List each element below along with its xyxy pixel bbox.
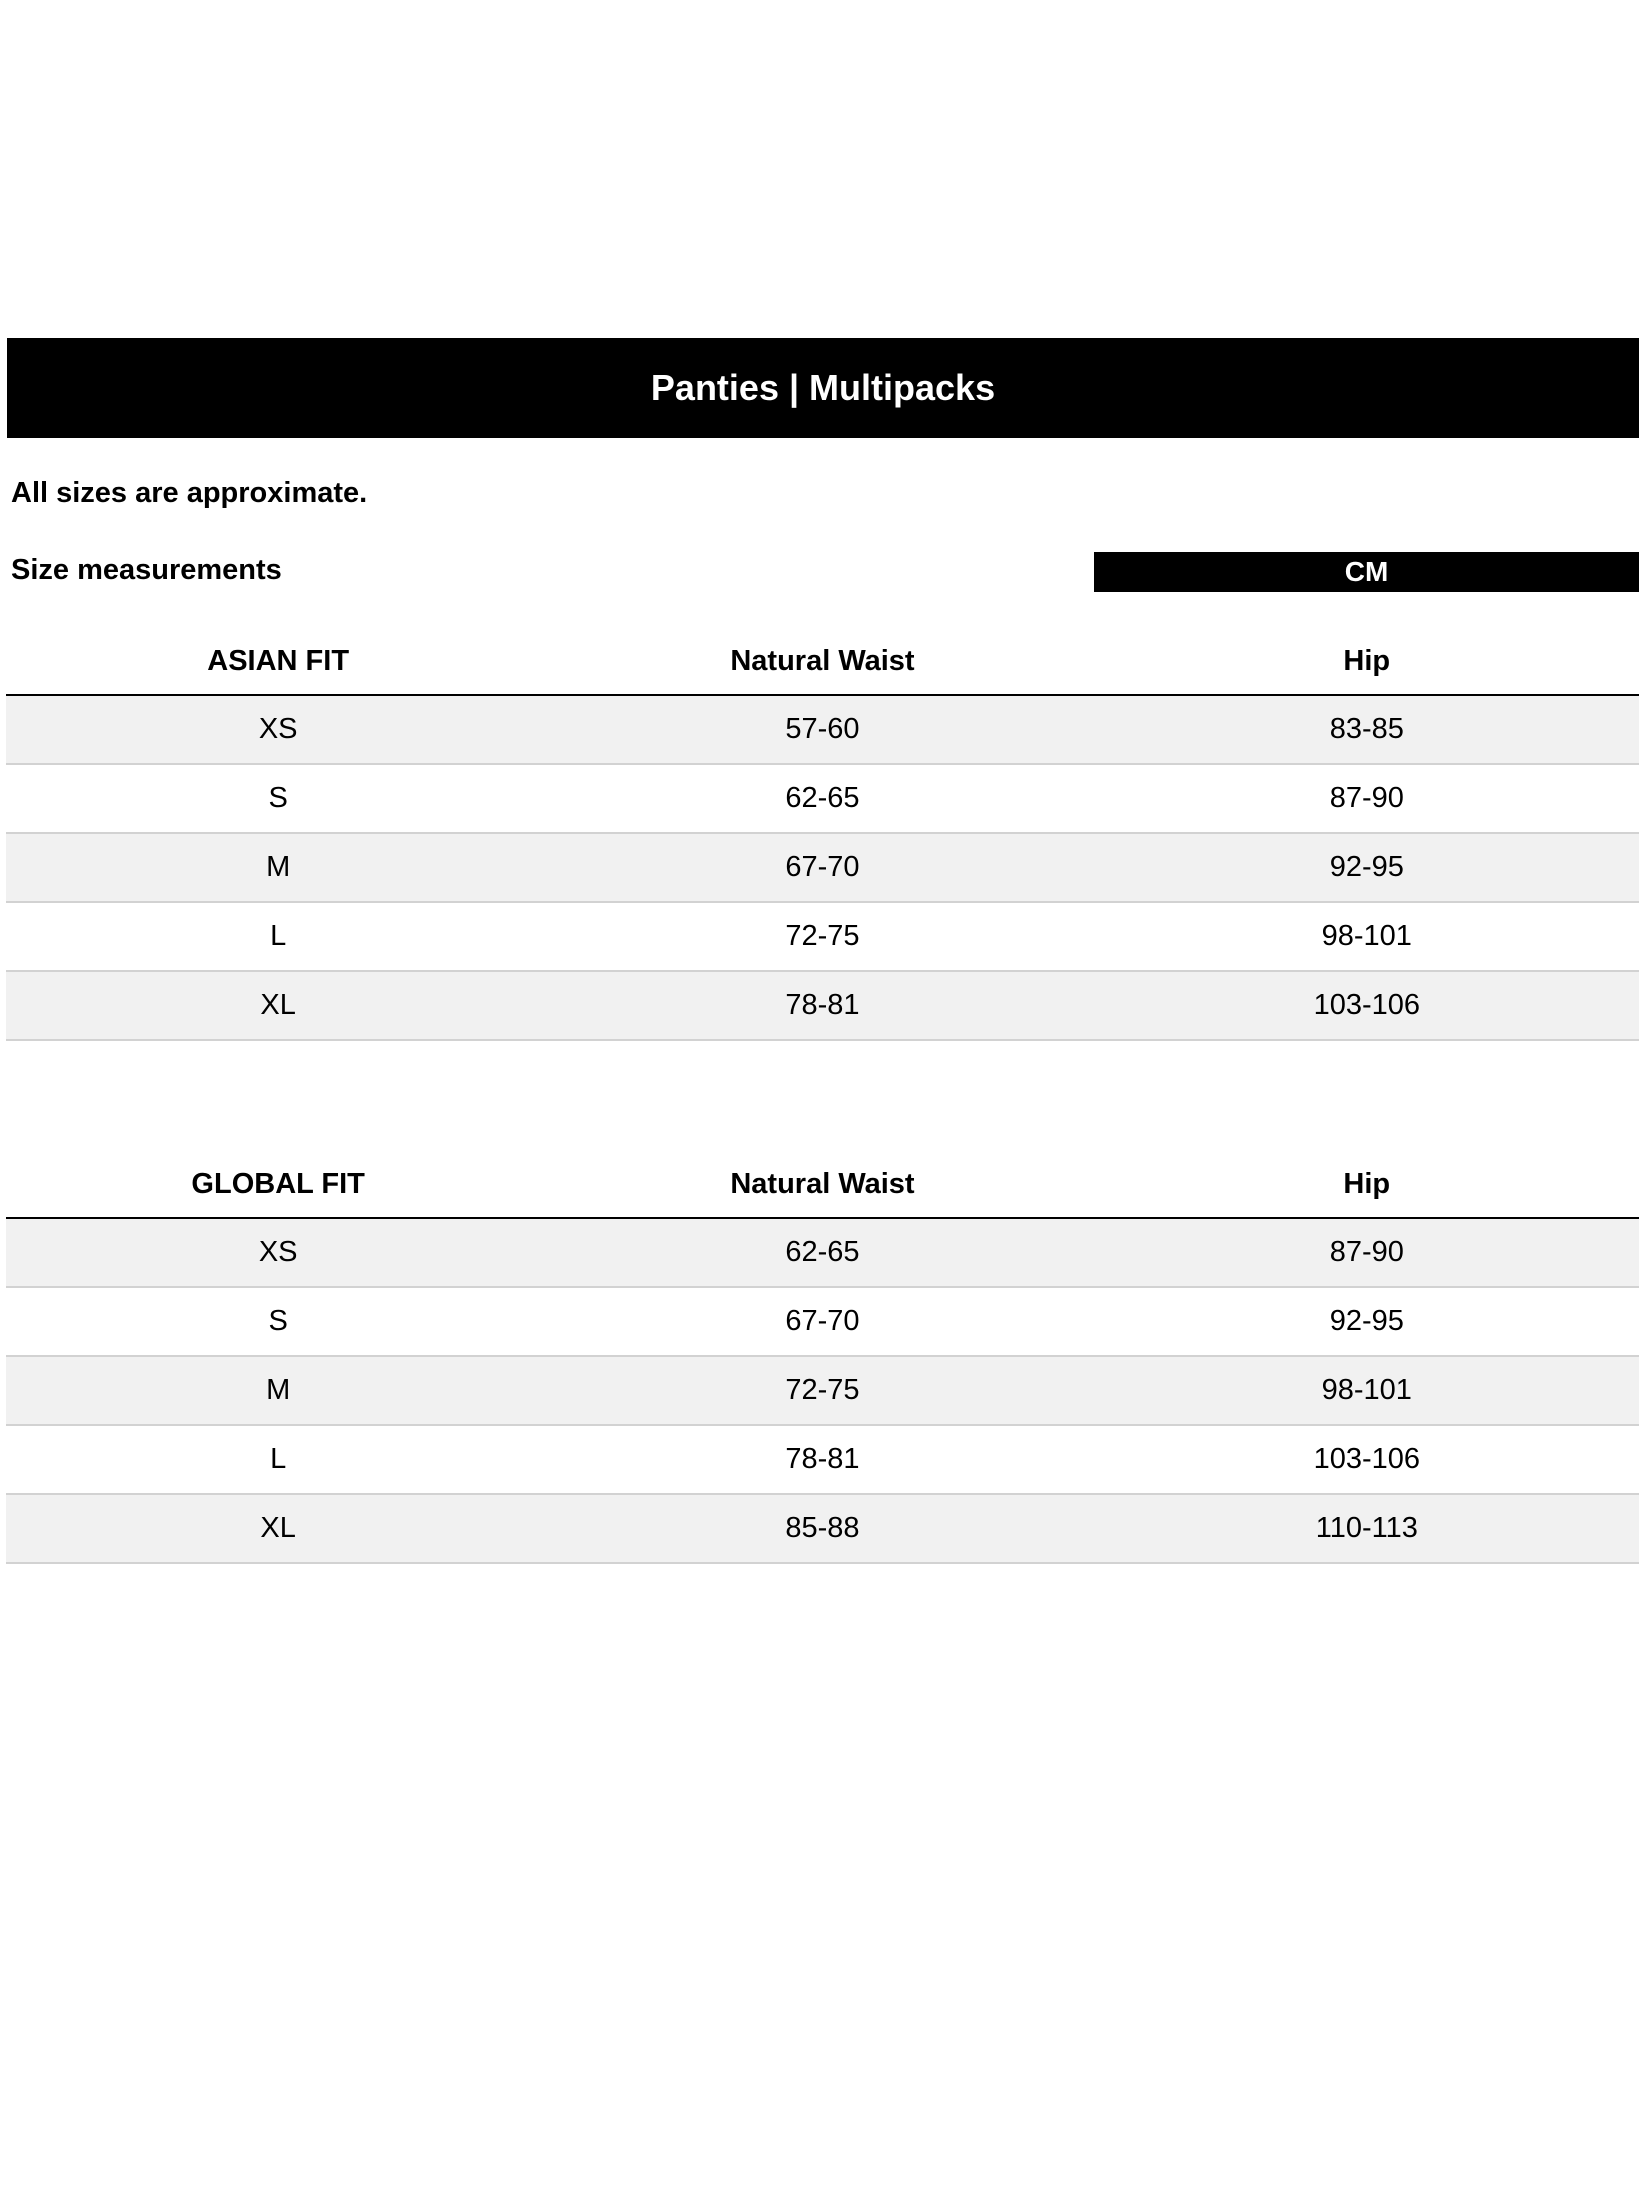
table-row <box>6 765 1639 834</box>
hip-cell: 98-101 <box>1321 1374 1412 1406</box>
table-header-row <box>6 628 1639 696</box>
waist-cell: 57-60 <box>785 713 860 745</box>
hip-cell: 83-85 <box>1329 713 1404 745</box>
size-cell: S <box>268 782 288 814</box>
fit-column-header: ASIAN FIT <box>207 644 350 677</box>
asian-fit-table <box>6 628 1639 1041</box>
table-row <box>6 972 1639 1041</box>
waist-cell: 72-75 <box>785 1374 860 1406</box>
waist-cell: 67-70 <box>785 1305 860 1337</box>
size-cell: M <box>266 1374 291 1406</box>
hip-cell: 92-95 <box>1329 1305 1404 1337</box>
hip-cell: 110-113 <box>1315 1512 1418 1544</box>
hip-cell: 103-106 <box>1313 989 1420 1021</box>
table-row <box>6 834 1639 903</box>
table-row <box>6 903 1639 972</box>
hip-cell: 92-95 <box>1329 851 1404 883</box>
size-cell: L <box>270 1443 287 1475</box>
waist-cell: 62-65 <box>785 782 860 814</box>
table-row <box>6 1288 1639 1357</box>
table-row <box>6 1495 1639 1564</box>
waist-cell: 67-70 <box>785 851 860 883</box>
unit-badge: CM <box>1094 552 1639 592</box>
hip-column-header: Hip <box>1343 644 1391 677</box>
table-row <box>6 696 1639 765</box>
size-cell: XL <box>260 1512 296 1544</box>
table-row <box>6 1426 1639 1495</box>
waist-column-header: Natural Waist <box>730 1167 915 1200</box>
hip-cell: 87-90 <box>1329 782 1404 814</box>
fit-column-header: GLOBAL FIT <box>191 1167 365 1200</box>
table-header-row <box>6 1151 1639 1219</box>
waist-cell: 85-88 <box>785 1512 860 1544</box>
approximate-sizes-note: All sizes are approximate. <box>11 477 368 509</box>
waist-cell: 72-75 <box>785 920 860 952</box>
hip-cell: 98-101 <box>1321 920 1412 952</box>
size-cell: M <box>266 851 291 883</box>
waist-cell: 62-65 <box>785 1236 860 1268</box>
size-measurements-label: Size measurements <box>11 554 282 586</box>
global-fit-table <box>6 1151 1639 1564</box>
size-cell: XS <box>258 1236 298 1268</box>
size-cell: S <box>268 1305 288 1337</box>
table-row <box>6 1219 1639 1288</box>
waist-cell: 78-81 <box>785 989 860 1021</box>
hip-cell: 87-90 <box>1329 1236 1404 1268</box>
hip-cell: 103-106 <box>1313 1443 1420 1475</box>
hip-column-header: Hip <box>1343 1167 1391 1200</box>
waist-cell: 78-81 <box>785 1443 860 1475</box>
page-title: Panties | Multipacks <box>7 338 1639 438</box>
size-cell: XL <box>260 989 296 1021</box>
size-cell: L <box>270 920 287 952</box>
table-row <box>6 1357 1639 1426</box>
waist-column-header: Natural Waist <box>730 644 915 677</box>
size-cell: XS <box>258 713 298 745</box>
